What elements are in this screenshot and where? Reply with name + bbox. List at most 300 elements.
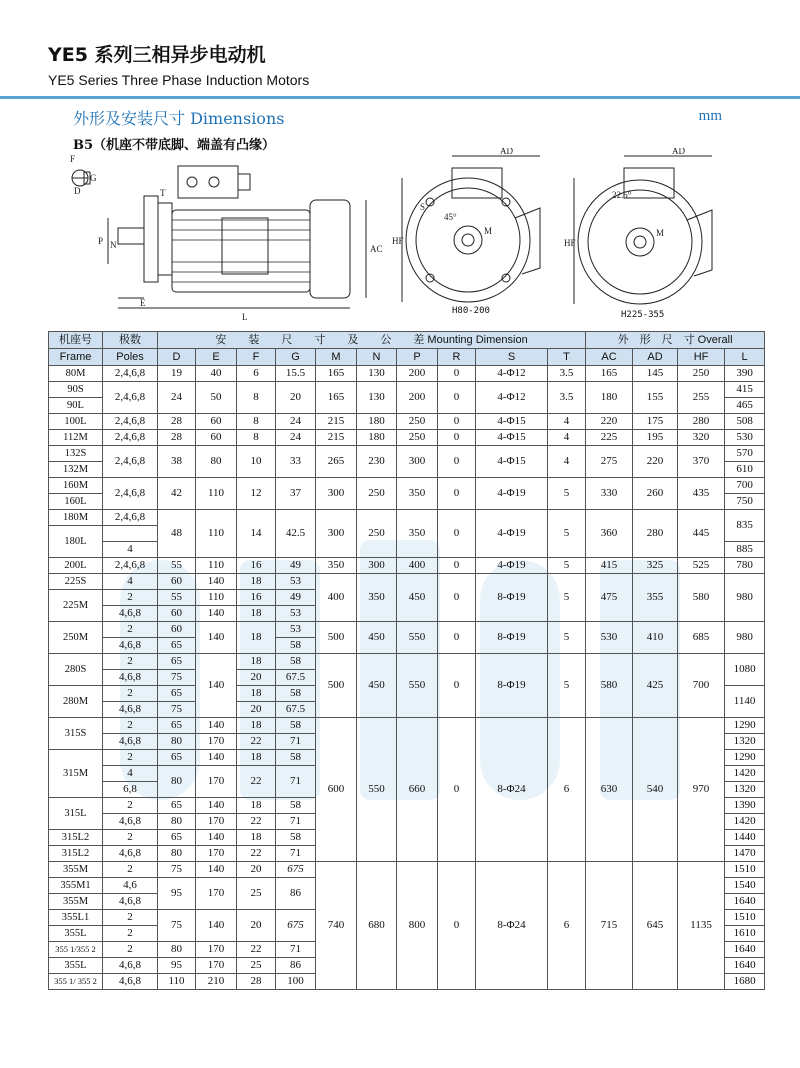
header-divider bbox=[0, 96, 800, 99]
cell-frame: 355 1/355 2 bbox=[49, 942, 103, 958]
cell-t: 5 bbox=[548, 510, 586, 558]
cell-ac: 475 bbox=[586, 574, 633, 622]
cell-m: 500 bbox=[316, 654, 357, 718]
cell-e: 140 bbox=[196, 862, 237, 878]
cell-d: 19 bbox=[158, 366, 196, 382]
cell-g: 20 bbox=[276, 382, 316, 414]
cell-ad: 145 bbox=[633, 366, 678, 382]
cell-d: 75 bbox=[158, 910, 196, 942]
front2-label-angle: 22.5° bbox=[612, 190, 632, 200]
col-hf: HF bbox=[678, 349, 725, 366]
cell-s: 4-Φ19 bbox=[476, 558, 548, 574]
cell-frame: 355L bbox=[49, 926, 103, 942]
header-overall: 外 形 尺 寸 Overall bbox=[586, 332, 765, 349]
cell-d: 65 bbox=[158, 830, 196, 846]
cell-poles: 2,4,6,8 bbox=[103, 430, 158, 446]
cell-t: 6 bbox=[548, 862, 586, 990]
cell-e: 170 bbox=[196, 766, 237, 798]
cell-p: 400 bbox=[397, 558, 438, 574]
dimension-table bbox=[48, 331, 765, 990]
cell-f: 20 bbox=[237, 702, 276, 718]
cell-frame: 355 1/ 355 2 bbox=[49, 974, 103, 990]
cell-frame: 90L bbox=[49, 398, 103, 414]
cell-poles: 2 bbox=[103, 926, 158, 942]
cell-r: 0 bbox=[438, 478, 476, 510]
cell-f: 12 bbox=[237, 478, 276, 510]
cell-t: 5 bbox=[548, 622, 586, 654]
cell-s: 8-Φ19 bbox=[476, 622, 548, 654]
cell-e: 140 bbox=[196, 830, 237, 846]
cell-r: 0 bbox=[438, 382, 476, 414]
cell-d: 65 bbox=[158, 798, 196, 814]
cell-f: 25 bbox=[237, 878, 276, 910]
cell-hf: 970 bbox=[678, 718, 725, 862]
cell-m: 400 bbox=[316, 574, 357, 622]
cell-p: 550 bbox=[397, 654, 438, 718]
cell-n: 130 bbox=[357, 366, 397, 382]
cell-poles: 2 bbox=[103, 798, 158, 814]
table-row bbox=[49, 622, 765, 638]
cell-ad: 195 bbox=[633, 430, 678, 446]
col-m: M bbox=[316, 349, 357, 366]
col-ad: AD bbox=[633, 349, 678, 366]
drawing-label-t: T bbox=[160, 188, 166, 198]
cell-p: 550 bbox=[397, 622, 438, 654]
cell-hf: 255 bbox=[678, 382, 725, 414]
cell-ad: 410 bbox=[633, 622, 678, 654]
table-row bbox=[49, 382, 765, 398]
cell-f: 18 bbox=[237, 830, 276, 846]
cell-frame: 315S bbox=[49, 718, 103, 750]
cell-e: 60 bbox=[196, 430, 237, 446]
table-row bbox=[49, 510, 765, 526]
cell-e: 140 bbox=[196, 574, 237, 590]
cell-frame: 180M bbox=[49, 510, 103, 526]
cell-frame: 315L bbox=[49, 798, 103, 830]
cell-t: 4 bbox=[548, 430, 586, 446]
cell-poles: 4,6,8 bbox=[103, 606, 158, 622]
cell-r: 0 bbox=[438, 414, 476, 430]
cell-hf: 445 bbox=[678, 510, 725, 558]
table-row bbox=[49, 366, 765, 382]
cell-poles: 2 bbox=[103, 622, 158, 638]
cell-ad: 175 bbox=[633, 414, 678, 430]
cell-ad: 355 bbox=[633, 574, 678, 622]
cell-poles: 4,6,8 bbox=[103, 974, 158, 990]
cell-poles: 4,6,8 bbox=[103, 670, 158, 686]
cell-frame: 355L1 bbox=[49, 910, 103, 926]
cell-frame: 90S bbox=[49, 382, 103, 398]
col-p: P bbox=[397, 349, 438, 366]
cell-l: 700 bbox=[725, 478, 765, 494]
cell-g: 58 bbox=[276, 830, 316, 846]
cell-f: 18 bbox=[237, 750, 276, 766]
cell-g: 53 bbox=[276, 606, 316, 622]
cell-g: 58 bbox=[276, 798, 316, 814]
cell-poles: 2 bbox=[103, 718, 158, 734]
cell-poles: 2 bbox=[103, 862, 158, 878]
cell-f: 28 bbox=[237, 974, 276, 990]
cell-e: 140 bbox=[196, 750, 237, 766]
cell-ac: 715 bbox=[586, 862, 633, 990]
cell-f: 14 bbox=[237, 510, 276, 558]
cell-frame: 160L bbox=[49, 494, 103, 510]
cell-f: 6 bbox=[237, 366, 276, 382]
cell-f: 16 bbox=[237, 558, 276, 574]
col-l: L bbox=[725, 349, 765, 366]
cell-g: 67.5 bbox=[276, 670, 316, 686]
cell-g: 71 bbox=[276, 942, 316, 958]
cell-g: 33 bbox=[276, 446, 316, 478]
col-t: T bbox=[548, 349, 586, 366]
cell-poles: 4,6,8 bbox=[103, 734, 158, 750]
cell-poles: 2,4,6,8 bbox=[103, 558, 158, 574]
cell-t: 5 bbox=[548, 574, 586, 622]
cell-n: 130 bbox=[357, 382, 397, 414]
drawing-label-g: G bbox=[90, 173, 97, 183]
table-row bbox=[49, 574, 765, 590]
cell-m: 215 bbox=[316, 430, 357, 446]
cell-f: 18 bbox=[237, 686, 276, 702]
cell-s: 8-Φ19 bbox=[476, 574, 548, 622]
cell-s: 4-Φ15 bbox=[476, 430, 548, 446]
col-g: G bbox=[276, 349, 316, 366]
cell-n: 550 bbox=[357, 718, 397, 862]
col-r: R bbox=[438, 349, 476, 366]
cell-hf: 1135 bbox=[678, 862, 725, 990]
cell-t: 6 bbox=[548, 718, 586, 862]
cell-e: 170 bbox=[196, 942, 237, 958]
cell-ad: 325 bbox=[633, 558, 678, 574]
cell-frame: 225M bbox=[49, 590, 103, 622]
cell-l: 570 bbox=[725, 446, 765, 462]
cell-ad: 220 bbox=[633, 446, 678, 478]
cell-d: 80 bbox=[158, 942, 196, 958]
cell-hf: 280 bbox=[678, 414, 725, 430]
cell-ac: 225 bbox=[586, 430, 633, 446]
cell-r: 0 bbox=[438, 510, 476, 558]
cell-r: 0 bbox=[438, 430, 476, 446]
cell-e: 140 bbox=[196, 606, 237, 622]
cell-poles: 2,4,6,8 bbox=[103, 382, 158, 414]
cell-poles bbox=[103, 526, 158, 542]
table-row bbox=[49, 430, 765, 446]
cell-e: 110 bbox=[196, 478, 237, 510]
cell-hf: 700 bbox=[678, 654, 725, 718]
cell-f: 20 bbox=[237, 910, 276, 942]
cell-p: 300 bbox=[397, 446, 438, 478]
cell-m: 165 bbox=[316, 382, 357, 414]
cell-f: 18 bbox=[237, 622, 276, 654]
cell-n: 180 bbox=[357, 430, 397, 446]
cell-ac: 275 bbox=[586, 446, 633, 478]
cell-hf: 580 bbox=[678, 574, 725, 622]
cell-l: 1140 bbox=[725, 686, 765, 718]
cell-l: 415 bbox=[725, 382, 765, 398]
col-d: D bbox=[158, 349, 196, 366]
cell-poles: 2,4,6,8 bbox=[103, 446, 158, 478]
page-title: YE5 系列三相异步电动机 bbox=[48, 44, 266, 66]
cell-poles: 4,6,8 bbox=[103, 702, 158, 718]
cell-ad: 260 bbox=[633, 478, 678, 510]
cell-d: 75 bbox=[158, 670, 196, 686]
cell-p: 350 bbox=[397, 478, 438, 510]
cell-t: 5 bbox=[548, 654, 586, 718]
cell-p: 450 bbox=[397, 574, 438, 622]
cell-e: 170 bbox=[196, 734, 237, 750]
cell-l: 1320 bbox=[725, 734, 765, 750]
col-s: S bbox=[476, 349, 548, 366]
cell-ac: 165 bbox=[586, 366, 633, 382]
cell-t: 4 bbox=[548, 414, 586, 430]
cell-d: 95 bbox=[158, 958, 196, 974]
cell-l: 508 bbox=[725, 414, 765, 430]
cell-f: 18 bbox=[237, 574, 276, 590]
table-row bbox=[49, 414, 765, 430]
cell-e: 210 bbox=[196, 974, 237, 990]
cell-e: 50 bbox=[196, 382, 237, 414]
page-subtitle: YE5 Series Three Phase Induction Motors bbox=[48, 72, 310, 88]
cell-hf: 250 bbox=[678, 366, 725, 382]
cell-r: 0 bbox=[438, 574, 476, 622]
cell-d: 60 bbox=[158, 574, 196, 590]
cell-ad: 425 bbox=[633, 654, 678, 718]
cell-m: 600 bbox=[316, 718, 357, 862]
cell-l: 885 bbox=[725, 542, 765, 558]
cell-d: 55 bbox=[158, 558, 196, 574]
cell-m: 500 bbox=[316, 622, 357, 654]
cell-poles: 2 bbox=[103, 590, 158, 606]
section-title: 外形及安装尺寸 Dimensions bbox=[73, 109, 285, 128]
cell-f: 8 bbox=[237, 430, 276, 446]
cell-d: 38 bbox=[158, 446, 196, 478]
cell-hf: 435 bbox=[678, 478, 725, 510]
cell-poles: 4,6,8 bbox=[103, 814, 158, 830]
cell-d: 65 bbox=[158, 750, 196, 766]
cell-poles: 2,4,6,8 bbox=[103, 510, 158, 526]
col-e: E bbox=[196, 349, 237, 366]
cell-l: 1510 bbox=[725, 910, 765, 926]
cell-l: 1080 bbox=[725, 654, 765, 686]
cell-g: 71 bbox=[276, 734, 316, 750]
cell-e: 40 bbox=[196, 366, 237, 382]
drawing-label-ac: AC bbox=[370, 244, 383, 254]
cell-l: 390 bbox=[725, 366, 765, 382]
cell-frame: 225S bbox=[49, 574, 103, 590]
cell-p: 250 bbox=[397, 414, 438, 430]
cell-s: 8-Φ24 bbox=[476, 718, 548, 862]
cell-ad: 280 bbox=[633, 510, 678, 558]
front1-label-m: M bbox=[484, 226, 493, 236]
drawing-label-e: E bbox=[140, 298, 146, 308]
cell-p: 350 bbox=[397, 510, 438, 558]
front2-label-m: M bbox=[656, 228, 665, 238]
cell-g: 49 bbox=[276, 558, 316, 574]
table-row bbox=[49, 718, 765, 734]
cell-frame: 132M bbox=[49, 462, 103, 478]
cell-d: 60 bbox=[158, 606, 196, 622]
cell-g: 24 bbox=[276, 430, 316, 446]
cell-l: 610 bbox=[725, 462, 765, 478]
cell-n: 250 bbox=[357, 510, 397, 558]
cell-ad: 155 bbox=[633, 382, 678, 414]
cell-frame: 112M bbox=[49, 430, 103, 446]
cell-f: 22 bbox=[237, 846, 276, 862]
cell-f: 25 bbox=[237, 958, 276, 974]
cell-frame: 250M bbox=[49, 622, 103, 654]
dimension-table-container bbox=[48, 331, 760, 990]
cell-f: 22 bbox=[237, 766, 276, 798]
cell-f: 20 bbox=[237, 862, 276, 878]
cell-e: 170 bbox=[196, 878, 237, 910]
cell-f: 18 bbox=[237, 654, 276, 670]
unit-label: mm bbox=[698, 108, 722, 124]
cell-m: 300 bbox=[316, 478, 357, 510]
cell-p: 250 bbox=[397, 430, 438, 446]
cell-ac: 630 bbox=[586, 718, 633, 862]
cell-ad: 645 bbox=[633, 862, 678, 990]
cell-g: 58 bbox=[276, 654, 316, 670]
table-row bbox=[49, 862, 765, 878]
cell-f: 18 bbox=[237, 798, 276, 814]
cell-l: 1640 bbox=[725, 894, 765, 910]
front-view-caption-1: H80-200 bbox=[452, 306, 490, 316]
cell-l: 1390 bbox=[725, 798, 765, 814]
cell-f: 8 bbox=[237, 382, 276, 414]
cell-f: 22 bbox=[237, 942, 276, 958]
cell-r: 0 bbox=[438, 558, 476, 574]
cell-g: 100 bbox=[276, 974, 316, 990]
cell-d: 95 bbox=[158, 878, 196, 910]
drawing-label-l: L bbox=[242, 312, 248, 322]
cell-e: 170 bbox=[196, 958, 237, 974]
cell-r: 0 bbox=[438, 718, 476, 862]
cell-frame: 180L bbox=[49, 526, 103, 558]
cell-poles: 2 bbox=[103, 942, 158, 958]
cell-g: 86 bbox=[276, 958, 316, 974]
cell-frame: 315M bbox=[49, 750, 103, 798]
cell-d: 28 bbox=[158, 430, 196, 446]
cell-poles: 4,6,8 bbox=[103, 894, 158, 910]
cell-ac: 330 bbox=[586, 478, 633, 510]
cell-g: 86 bbox=[276, 878, 316, 910]
drawing-label-d: D bbox=[74, 186, 81, 196]
cell-frame: 355M1 bbox=[49, 878, 103, 894]
front1-label-hf: HF bbox=[392, 236, 404, 246]
cell-g: 15.5 bbox=[276, 366, 316, 382]
cell-e: 110 bbox=[196, 510, 237, 558]
cell-frame: 315L2 bbox=[49, 846, 103, 862]
cell-e: 110 bbox=[196, 590, 237, 606]
cell-f: 8 bbox=[237, 414, 276, 430]
cell-frame: 280M bbox=[49, 686, 103, 718]
cell-d: 42 bbox=[158, 478, 196, 510]
cell-g: 71 bbox=[276, 846, 316, 862]
cell-d: 65 bbox=[158, 638, 196, 654]
cell-l: 1290 bbox=[725, 750, 765, 766]
cell-d: 75 bbox=[158, 862, 196, 878]
cell-g: 675 bbox=[276, 862, 316, 878]
cell-n: 180 bbox=[357, 414, 397, 430]
cell-poles: 4,6 bbox=[103, 878, 158, 894]
cell-e: 140 bbox=[196, 718, 237, 734]
col-n: N bbox=[357, 349, 397, 366]
cell-p: 800 bbox=[397, 862, 438, 990]
cell-d: 28 bbox=[158, 414, 196, 430]
cell-hf: 525 bbox=[678, 558, 725, 574]
cell-f: 20 bbox=[237, 670, 276, 686]
cell-m: 265 bbox=[316, 446, 357, 478]
cell-d: 24 bbox=[158, 382, 196, 414]
table-row bbox=[49, 446, 765, 462]
front1-label-ad: AD bbox=[500, 148, 513, 156]
cell-g: 58 bbox=[276, 718, 316, 734]
cell-frame: 355M bbox=[49, 862, 103, 878]
cell-ad: 540 bbox=[633, 718, 678, 862]
header-frame-en: Frame bbox=[49, 349, 103, 366]
cell-t: 5 bbox=[548, 478, 586, 510]
cell-d: 80 bbox=[158, 846, 196, 862]
cell-poles: 4,6,8 bbox=[103, 638, 158, 654]
drawing-label-n: N bbox=[110, 240, 117, 250]
cell-d: 65 bbox=[158, 654, 196, 670]
cell-l: 1420 bbox=[725, 814, 765, 830]
cell-n: 450 bbox=[357, 654, 397, 718]
cell-n: 680 bbox=[357, 862, 397, 990]
cell-f: 22 bbox=[237, 734, 276, 750]
cell-e: 140 bbox=[196, 910, 237, 942]
cell-l: 1440 bbox=[725, 830, 765, 846]
cell-p: 660 bbox=[397, 718, 438, 862]
drawing-label-f: F bbox=[70, 154, 76, 164]
cell-t: 3.5 bbox=[548, 366, 586, 382]
cell-l: 1640 bbox=[725, 942, 765, 958]
cell-frame: 355M bbox=[49, 894, 103, 910]
cell-ac: 180 bbox=[586, 382, 633, 414]
cell-poles: 2 bbox=[103, 910, 158, 926]
cell-e: 110 bbox=[196, 558, 237, 574]
cell-t: 3.5 bbox=[548, 382, 586, 414]
table-row bbox=[49, 654, 765, 670]
cell-frame: 160M bbox=[49, 478, 103, 494]
header-mounting: 安 装 尺 寸 及 公 差 Mounting Dimension bbox=[158, 332, 586, 349]
cell-poles: 4 bbox=[103, 574, 158, 590]
cell-d: 80 bbox=[158, 766, 196, 798]
cell-n: 250 bbox=[357, 478, 397, 510]
cell-f: 18 bbox=[237, 606, 276, 622]
front2-label-hf: HF bbox=[564, 238, 576, 248]
header-poles-cn: 极数 bbox=[103, 332, 158, 349]
cell-d: 60 bbox=[158, 622, 196, 638]
table-row bbox=[49, 558, 765, 574]
front1-label-angle: 45° bbox=[444, 212, 457, 222]
cell-l: 1610 bbox=[725, 926, 765, 942]
front-view-caption-2: H225-355 bbox=[621, 310, 665, 320]
cell-s: 4-Φ15 bbox=[476, 414, 548, 430]
cell-l: 780 bbox=[725, 558, 765, 574]
cell-n: 300 bbox=[357, 558, 397, 574]
cell-frame: 100L bbox=[49, 414, 103, 430]
cell-e: 140 bbox=[196, 798, 237, 814]
cell-r: 0 bbox=[438, 654, 476, 718]
cell-n: 450 bbox=[357, 622, 397, 654]
cell-hf: 320 bbox=[678, 430, 725, 446]
cell-l: 980 bbox=[725, 574, 765, 622]
cell-g: 58 bbox=[276, 750, 316, 766]
cell-s: 4-Φ15 bbox=[476, 446, 548, 478]
cell-ac: 220 bbox=[586, 414, 633, 430]
cell-l: 750 bbox=[725, 494, 765, 510]
